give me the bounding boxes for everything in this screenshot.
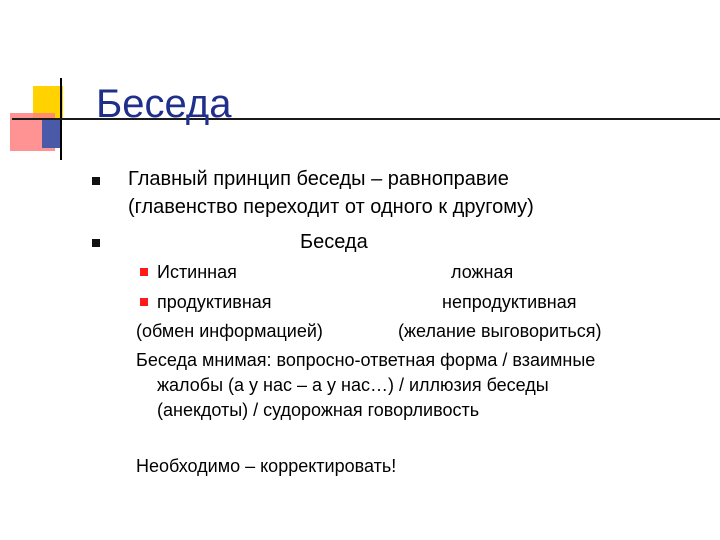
- bullet-text-line1: Главный принцип беседы – равноправие: [128, 168, 509, 190]
- bullet-marker: [92, 239, 100, 247]
- bullet-marker: [92, 177, 100, 185]
- paragraph-line3: (анекдоты) / судорожная говорливость: [157, 400, 480, 420]
- sub-item-productive: продуктивная: [157, 292, 272, 312]
- sub-bullet-marker: [140, 298, 148, 306]
- sub-note-right: (желание выговориться): [398, 321, 602, 341]
- sub-note-left: (обмен информацией): [136, 321, 323, 341]
- bullet-text-line2: (главенство переходит от одного к другому): [128, 196, 534, 218]
- paragraph-line2: жалобы (а у нас – а у нас…) / иллюзия беседы: [157, 375, 549, 395]
- slide-title: Беседа: [96, 82, 232, 126]
- decor-blue-square: [42, 118, 60, 148]
- sub-bullet-marker: [140, 268, 148, 276]
- bullet-text-beseda: Беседа: [300, 231, 368, 253]
- conclusion-text: Необходимо – корректировать!: [136, 456, 397, 476]
- paragraph-line1: Беседа мнимая: вопросно-ответная форма / взаимные: [136, 350, 596, 370]
- sub-item-unproductive: непродуктивная: [442, 292, 577, 312]
- sub-item-false: ложная: [451, 262, 514, 282]
- sub-item-true: Истинная: [157, 262, 237, 282]
